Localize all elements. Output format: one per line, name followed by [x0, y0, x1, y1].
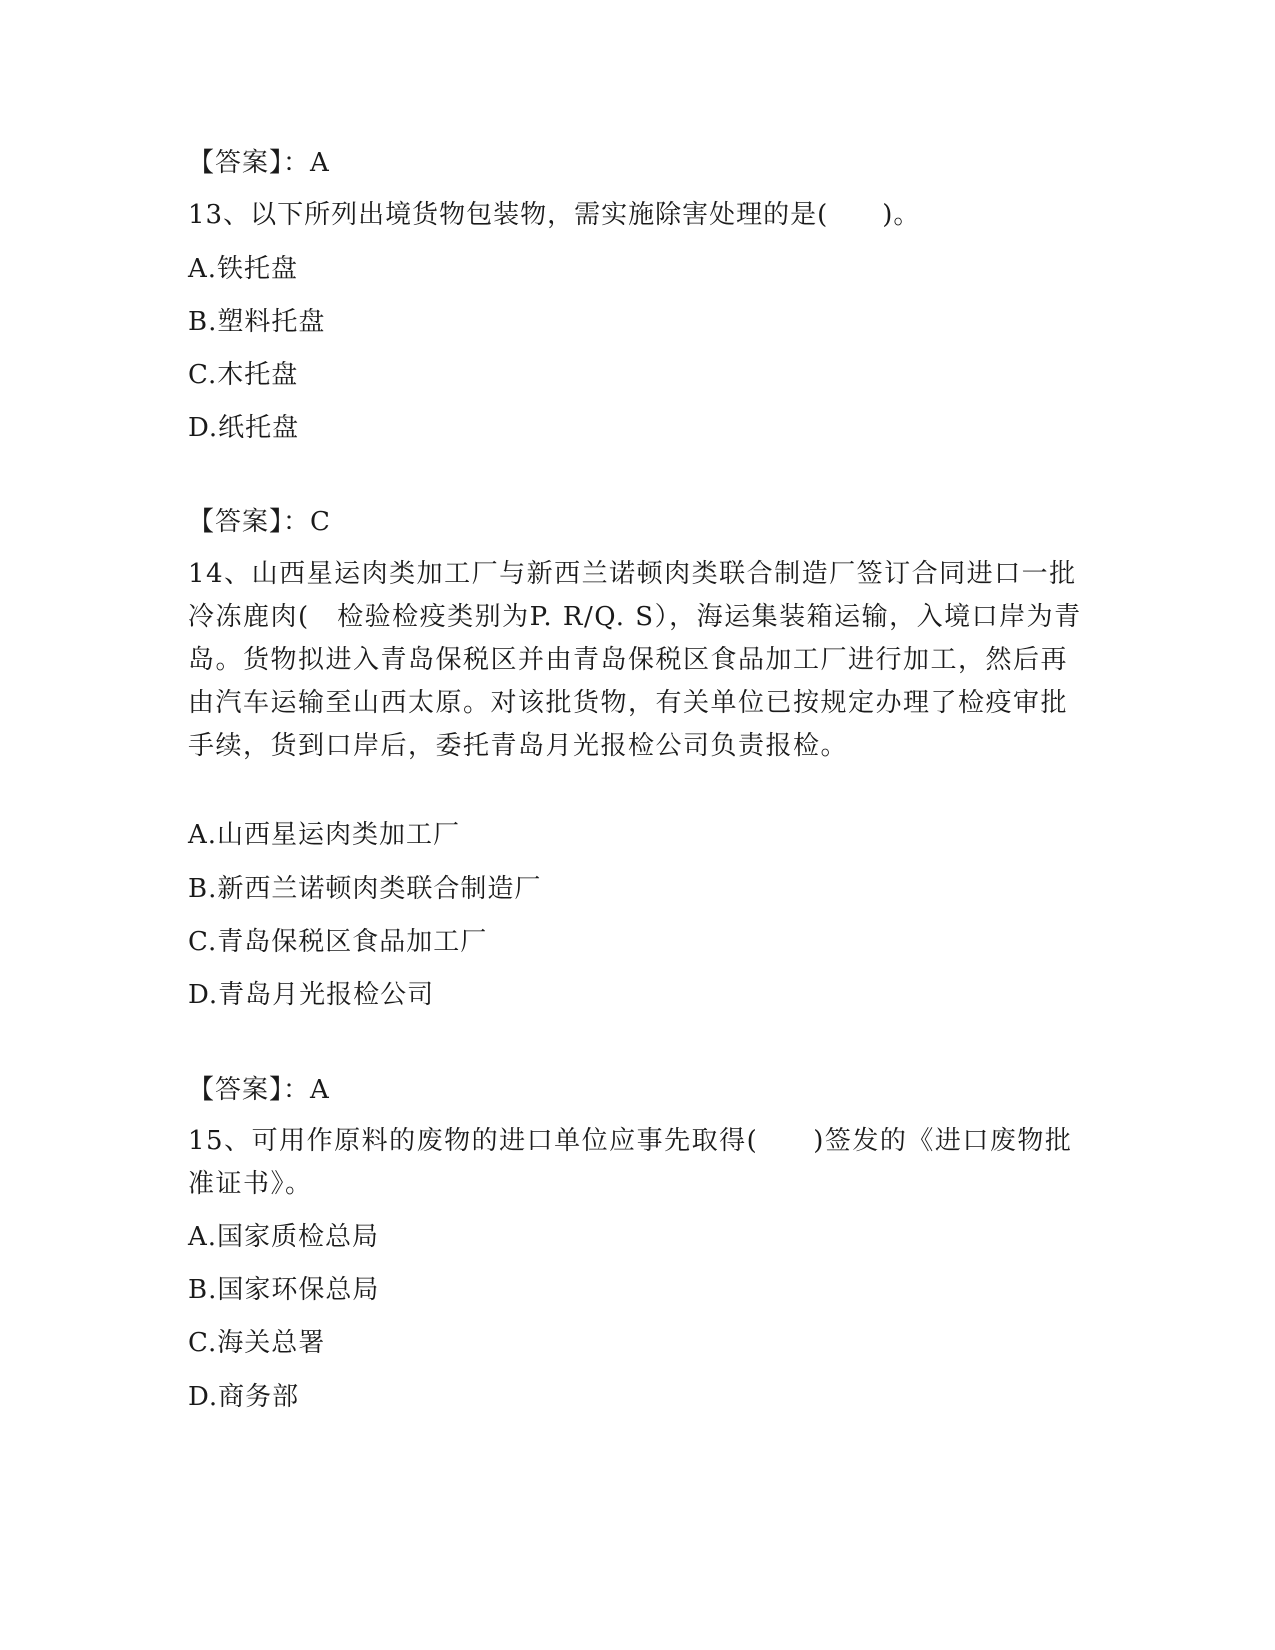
question-13-option-d: D.纸托盘 — [188, 413, 300, 443]
question-15-option-d: D.商务部 — [188, 1382, 300, 1412]
question-15-option-b: B.国家环保总局 — [188, 1275, 380, 1305]
question-13-stem: 13、以下所列出境货物包装物，需实施除害处理的是( )。 — [188, 200, 921, 230]
question-14-stem: 14、山西星运肉类加工厂与新西兰诺顿肉类联合制造厂签订合同进口一批冷冻鹿肉( 检验检疫类别为P. R/Q. S），海运集装箱运输，入境口岸为青岛。货物拟进入青岛保税区并由青岛保税区食品加工厂进行加工，然后再由汽车运输至山西太原。对该批货物，有关单位已按规定办理了检疫审批手续，货到口岸后，委托青岛月光报检公司负责报检。 — [188, 559, 1082, 761]
question-13-option-b: B.塑料托盘 — [188, 307, 326, 337]
question-15-stem: 15、可用作原料的废物的进口单位应事先取得( )签发的《进口废物批准证书》。 — [188, 1126, 1073, 1199]
question-13-answer: 【答案】：C — [188, 507, 331, 537]
question-14-option-d: D.青岛月光报检公司 — [188, 980, 435, 1010]
question-13-option-c: C.木托盘 — [188, 360, 299, 390]
question-15-option-c: C.海关总署 — [188, 1328, 326, 1358]
question-14-option-b: B.新西兰诺顿肉类联合制造厂 — [188, 874, 542, 904]
question-13-option-a: A.铁托盘 — [188, 254, 299, 284]
question-14-answer: 【答案】：A — [188, 1075, 330, 1105]
question-14-option-c: C.青岛保税区食品加工厂 — [188, 927, 488, 957]
question-15-option-a: A.国家质检总局 — [188, 1222, 380, 1252]
question-14-option-a: A.山西星运肉类加工厂 — [188, 820, 461, 850]
answer-line: 【答案】：A — [188, 148, 330, 178]
